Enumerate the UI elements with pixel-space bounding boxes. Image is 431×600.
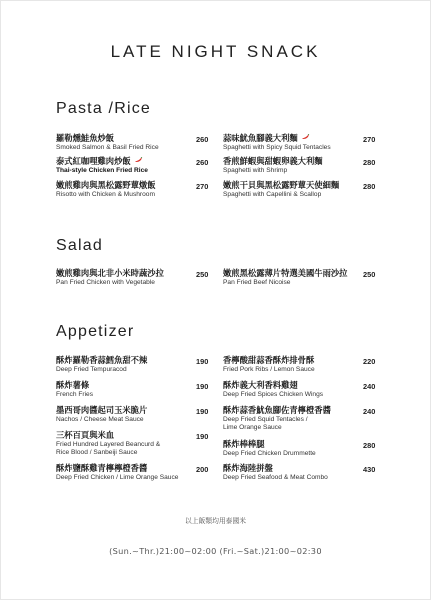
item-name-en: Nachos / Cheese Meat Sauce (56, 415, 144, 423)
item-price: 190 (196, 382, 209, 391)
chili-pepper-icon (301, 134, 310, 140)
menu-item (56, 133, 216, 152)
item-name-zh: 酥炸義大利香料雞翅 (223, 380, 298, 390)
item-name-en: Spaghetti with Shrimp (223, 166, 288, 174)
menu-item (56, 463, 216, 482)
item-name-en: Deep Fried Chicken / Lime Orange Sauce (56, 473, 179, 481)
item-name-en-line2: Lime Orange Sauce (223, 424, 282, 431)
rice-note: 以上飯類均用泰國米 (184, 517, 247, 525)
item-price: 240 (363, 382, 376, 391)
item-name-zh: 嫩煎雞肉與北非小米時蔬沙拉 (56, 268, 164, 278)
item-price: 250 (363, 270, 376, 279)
item-price: 190 (196, 407, 209, 416)
item-price: 240 (363, 407, 376, 416)
menu-item (223, 268, 383, 287)
chili-pepper-icon (134, 157, 143, 163)
item-price: 260 (196, 158, 209, 167)
menu-item (223, 156, 383, 175)
item-name-zh: 嫩煎黑松露薄片特選美國牛雨沙拉 (223, 268, 348, 278)
item-price: 280 (363, 182, 376, 191)
menu-title: LATE NIGHT SNACK (110, 42, 321, 61)
section-title-appetizer: Appetizer (56, 323, 135, 340)
item-name-zh: 羅勒燻鮭魚炒飯 (56, 133, 115, 143)
menu-item (223, 463, 383, 482)
item-name-en: Deep Fried Spices Chicken Wings (223, 390, 324, 398)
menu-item (56, 156, 216, 175)
menu-item (223, 180, 383, 199)
item-name-en: Deep Fried Squid Tentacles / (223, 415, 308, 423)
item-name-en: Risotto with Chicken & Mushroom (56, 190, 155, 198)
item-price: 220 (363, 357, 376, 366)
item-name-zh: 酥炸薯條 (56, 380, 90, 390)
item-name-en: Smoked Salmon & Basil Fried Rice (56, 143, 159, 151)
item-name-zh: 三杯百頁與米血 (56, 430, 115, 440)
item-price: 190 (196, 357, 209, 366)
menu-item (56, 268, 216, 287)
menu-item (223, 439, 383, 458)
item-name-en: Pan Fried Chicken with Vegetable (56, 278, 155, 286)
item-price: 200 (196, 465, 209, 474)
item-name-en: Pan Fried Beef Nicoise (223, 278, 291, 286)
item-name-en: French Fries (56, 390, 94, 398)
menu-item (56, 405, 216, 424)
item-name-zh: 嫩煎干貝與黑松露野蕈天使細麵 (223, 180, 340, 190)
item-name-zh: 酥炸蒜香魷魚腳佐青檸橙香醬 (223, 405, 331, 415)
item-name-en-line2: Rice Blood / Sanbeiji Sauce (56, 449, 138, 456)
menu-item (223, 133, 383, 152)
menu-item (56, 180, 216, 199)
item-name-zh: 墨西哥肉醬起司玉米脆片 (56, 405, 148, 415)
opening-hours: (Sun.~Thr.)21:00~02:00 (Fri.~Sat.)21:00~02:30 (109, 546, 322, 556)
item-name-en: Spaghetti with Capellini & Scallop (223, 190, 322, 198)
item-name-zh-text: 蒜味魷魚腳義大利麵 (223, 133, 298, 143)
menu-item (223, 380, 383, 399)
item-name-en: Spaghetti with Spicy Squid Tentacles (223, 143, 331, 151)
menu-item (56, 355, 216, 374)
item-price: 430 (363, 465, 376, 474)
menu-item (56, 380, 216, 399)
item-name-en: Fried Pork Ribs / Lemon Sauce (223, 365, 315, 373)
item-price: 250 (196, 270, 209, 279)
item-name-zh: 酥炸棒棒腿 (223, 439, 265, 449)
item-price: 280 (363, 158, 376, 167)
menu-item (223, 405, 383, 433)
item-name-en: Fried Hundred Layered Beancurd & (56, 440, 161, 448)
item-name-en: Deep Fried Chicken Drummette (223, 449, 316, 457)
menu-item (223, 355, 383, 374)
item-price: 270 (363, 135, 376, 144)
item-price: 280 (363, 441, 376, 450)
item-price: 270 (196, 182, 209, 191)
section-title-salad: Salad (56, 237, 103, 254)
item-name-zh (223, 133, 383, 144)
item-name-zh: 嫩煎雞肉與黑松露野蕈燉飯 (56, 180, 156, 190)
section-title-pasta-rice: Pasta /Rice (56, 100, 152, 117)
item-name-zh: 酥炸羅勒香蒜鱈魚甜不辣 (56, 355, 148, 365)
item-name-en: Deep Fried Tempuracod (56, 365, 127, 373)
item-price: 260 (196, 135, 209, 144)
item-name-zh: 香檸酸甜蒜香酥炸排骨酥 (223, 355, 315, 365)
item-name-en: Deep Fried Seafood & Meat Combo (223, 473, 328, 481)
item-name-en: Thai-style Chicken Fried Rice (56, 166, 148, 174)
item-price: 190 (196, 432, 209, 441)
item-name-zh: 香煎鮮蝦與甜蝦卵義大利麵 (223, 156, 323, 166)
item-name-zh: 酥炸鹽酥雞青檸檸橙香醬 (56, 463, 148, 473)
item-name-zh (56, 156, 216, 167)
menu-item (56, 430, 216, 458)
item-name-zh-text: 泰式紅咖哩雞肉炒飯 (56, 156, 131, 166)
item-name-zh: 酥炸海陸拼盤 (223, 463, 273, 473)
